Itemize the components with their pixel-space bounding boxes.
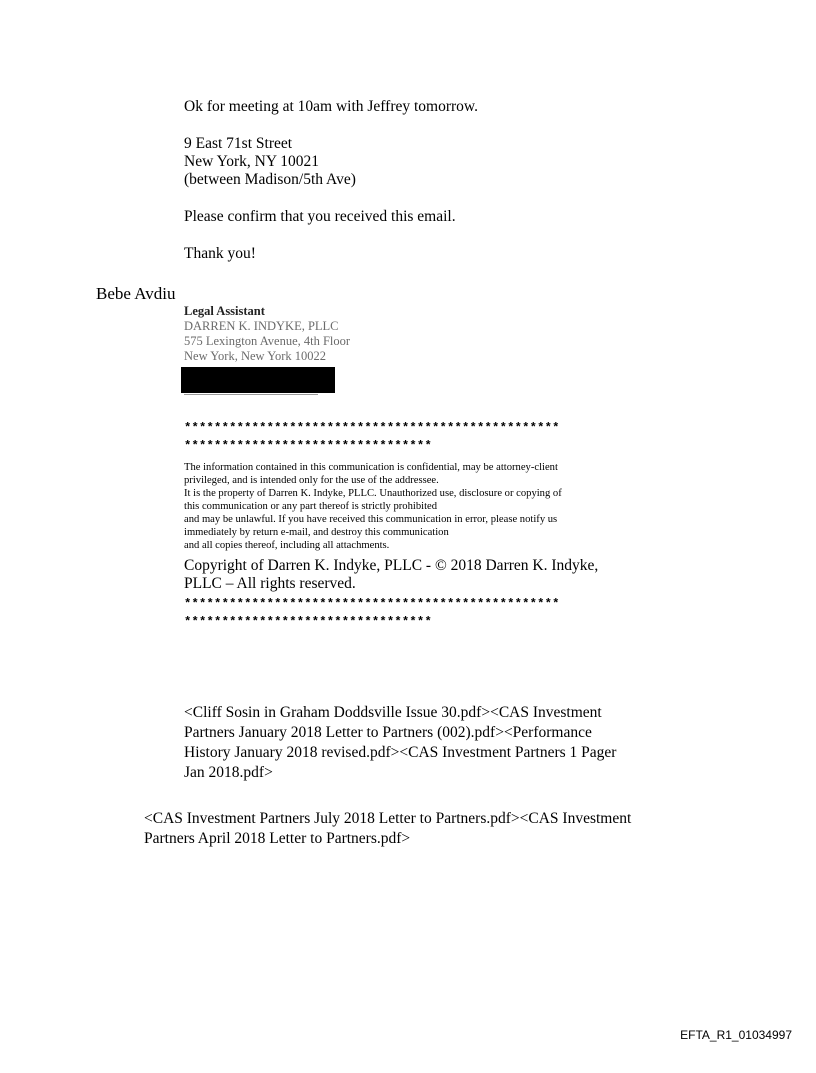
- address-street: 9 East 71st Street: [184, 135, 293, 152]
- signature-city: New York, New York 10022: [184, 349, 327, 363]
- stars-divider-bottom-long: **************************************************: [184, 597, 560, 611]
- address-city: New York, NY 10021: [184, 153, 320, 170]
- disclaimer-line: this communication or any part thereof is strictly prohibited: [184, 501, 438, 512]
- disclaimer-line: and may be unlawful. If you have received this communication in error, please notify us: [184, 514, 558, 525]
- disclaimer-text: [184, 461, 562, 552]
- copyright-block: [184, 557, 598, 593]
- stars-divider-top-long: **************************************************: [184, 421, 560, 435]
- attachment-line: Partners April 2018 Letter to Partners.pdf>: [144, 830, 411, 847]
- confirm-line: Please confirm that you received this email.: [184, 208, 456, 225]
- attachment-line: Partners January 2018 Letter to Partners (002).pdf><Performance: [184, 724, 592, 741]
- copyright-line: PLLC – All rights reserved.: [184, 575, 356, 592]
- disclaimer-line: privileged, and is intended only for the use of the addressee.: [184, 475, 439, 486]
- signature-block: [184, 304, 350, 364]
- stars-divider-bottom-short: *********************************: [184, 615, 432, 629]
- disclaimer-line: It is the property of Darren K. Indyke, PLLC. Unauthorized use, disclosure or copying of: [184, 488, 562, 499]
- signature-street: 575 Lexington Avenue, 4th Floor: [184, 334, 351, 348]
- disclaimer-line: and all copies thereof, including all attachments.: [184, 540, 390, 551]
- redaction-box: [181, 367, 335, 393]
- attachment-list-1: [184, 703, 616, 783]
- signature-firm: DARREN K. INDYKE, PLLC: [184, 319, 339, 333]
- attachment-line: <Cliff Sosin in Graham Doddsville Issue 30.pdf><CAS Investment: [184, 704, 602, 721]
- thanks-line: Thank you!: [184, 245, 256, 262]
- message-line: Ok for meeting at 10am with Jeffrey tomorrow.: [184, 98, 478, 115]
- address-block: [184, 135, 356, 189]
- signature-name: Bebe Avdiu: [96, 284, 176, 303]
- signature-title: Legal Assistant: [184, 304, 265, 318]
- attachment-line: History January 2018 revised.pdf><CAS Investment Partners 1 Pager: [184, 744, 617, 761]
- document-id: EFTA_R1_01034997: [680, 1028, 792, 1042]
- stars-divider-top-short: *********************************: [184, 439, 432, 453]
- disclaimer-line: The information contained in this communication is confidential, may be attorney-client: [184, 462, 558, 473]
- copyright-line: Copyright of Darren K. Indyke, PLLC - © 2018 Darren K. Indyke,: [184, 557, 599, 574]
- attachment-list-2: [144, 809, 631, 849]
- disclaimer-line: immediately by return e-mail, and destroy this communication: [184, 527, 449, 538]
- attachment-line: Jan 2018.pdf>: [184, 764, 273, 781]
- address-note: (between Madison/5th Ave): [184, 171, 356, 188]
- attachment-line: <CAS Investment Partners July 2018 Letter to Partners.pdf><CAS Investment: [144, 810, 632, 827]
